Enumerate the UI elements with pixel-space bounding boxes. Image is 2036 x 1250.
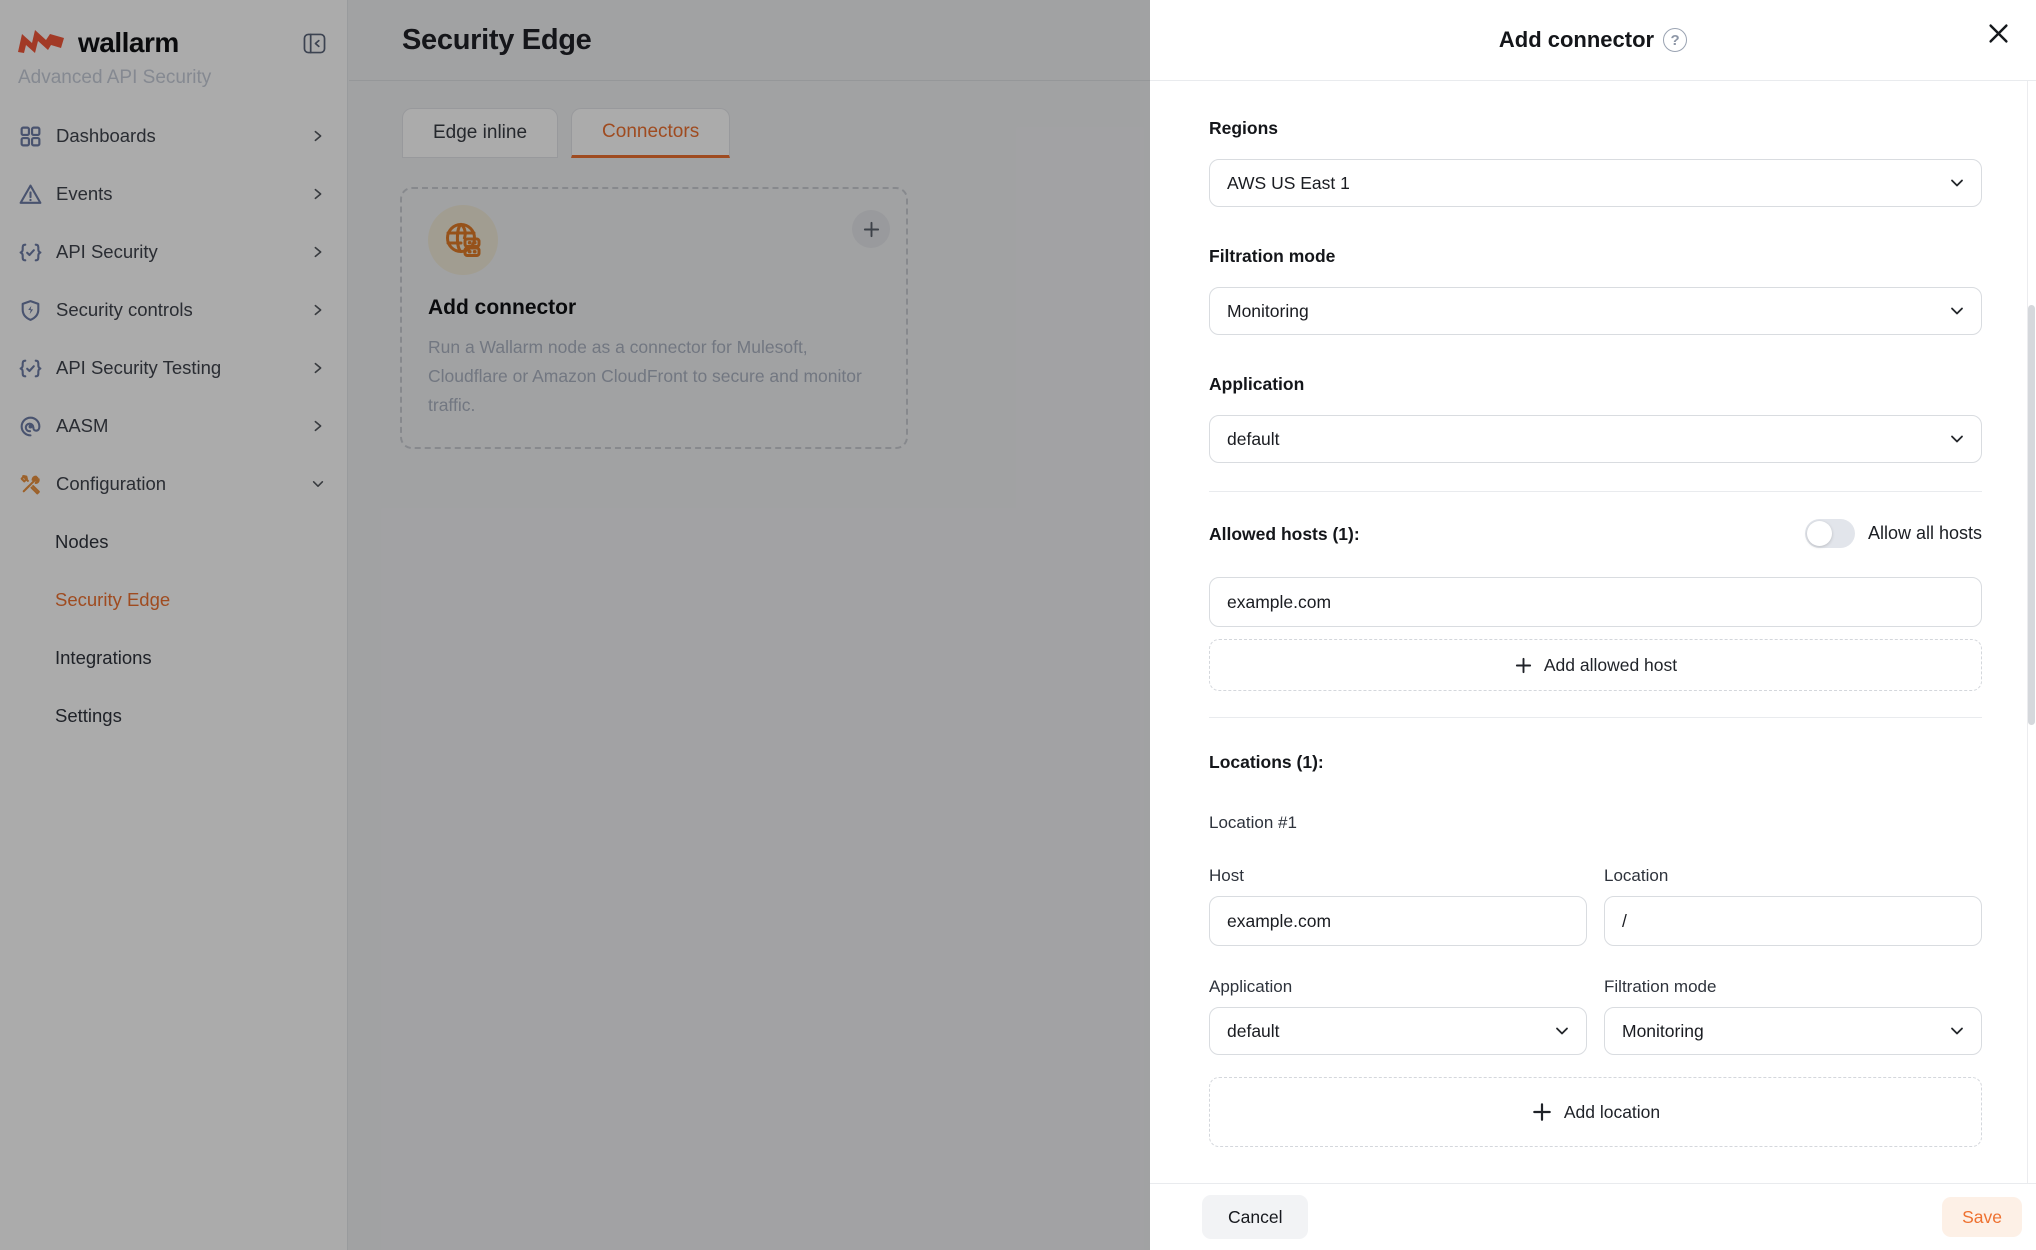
add-allowed-host-label: Add allowed host	[1543, 654, 1678, 675]
panel-header	[1150, 0, 2036, 81]
chevron-down-icon	[1554, 1023, 1570, 1039]
add-connector-panel	[1150, 0, 2036, 1250]
sidebar-item-label: Configuration	[56, 473, 167, 494]
location-filtration-label: Filtration mode	[1604, 977, 1717, 996]
sidebar-item-nodes[interactable]: Nodes	[55, 531, 109, 552]
allow-all-hosts-label: Allow all hosts	[1867, 523, 1982, 543]
regions-select[interactable]	[1209, 159, 1982, 207]
section-divider	[1209, 717, 1982, 718]
chevron-down-icon	[1949, 303, 1965, 319]
locations-label: Locations (1):	[1209, 752, 1324, 772]
add-location-button[interactable]	[1209, 1077, 1982, 1147]
allow-all-hosts-toggle[interactable]	[1805, 519, 1855, 548]
cancel-button[interactable]: Cancel	[1202, 1195, 1308, 1239]
location-input[interactable]	[1622, 911, 1964, 932]
tab-edge-inline[interactable]: Edge inline	[402, 108, 558, 158]
plus-icon	[1514, 656, 1533, 675]
add-location-label: Add location	[1563, 1101, 1661, 1122]
location-input-wrap	[1604, 896, 1982, 946]
sidebar-item-settings[interactable]: Settings	[55, 705, 122, 726]
host-input-wrap	[1209, 896, 1587, 946]
brand-subtitle: Advanced API Security	[18, 67, 212, 88]
sidebar-item-label: Events	[56, 183, 113, 204]
regions-value: AWS US East 1	[1227, 172, 1350, 193]
sidebar-item-label: Dashboards	[56, 125, 156, 146]
host-location-inputs	[1209, 896, 1982, 946]
allowed-hosts-label: Allowed hosts (1):	[1209, 523, 1360, 544]
location-application-value: default	[1227, 1020, 1280, 1041]
sidebar-item-integrations[interactable]: Integrations	[55, 647, 152, 668]
panel-body	[1150, 81, 2036, 1183]
application-label: Application	[1209, 374, 1305, 394]
filtration-mode-label: Filtration mode	[1209, 246, 1336, 266]
host-input[interactable]	[1227, 911, 1569, 932]
panel-footer	[1150, 1183, 2036, 1250]
save-button[interactable]: Save	[1942, 1197, 2022, 1237]
plus-icon	[1531, 1101, 1553, 1123]
application-value: default	[1227, 428, 1280, 449]
sidebar-item-label: AASM	[56, 415, 109, 436]
chevron-down-icon	[1949, 431, 1965, 447]
host-label: Host	[1209, 866, 1244, 885]
location-label: Location	[1604, 866, 1669, 885]
chevron-down-icon	[1949, 1023, 1965, 1039]
location-application-label: Application	[1209, 977, 1293, 996]
toggle-knob	[1807, 521, 1832, 546]
panel-title: Add connector	[1498, 27, 1655, 52]
help-icon[interactable]: ?	[1663, 28, 1687, 52]
sidebar-item-label: Security controls	[56, 299, 193, 320]
location-application-select[interactable]	[1209, 1007, 1587, 1055]
card-description: Run a Wallarm node as a connector for Mulesoft, Cloudflare or Amazon CloudFront to secure and monitor traffic.	[428, 337, 862, 415]
filtration-mode-value: Monitoring	[1227, 300, 1309, 321]
allowed-host-input[interactable]	[1227, 592, 1964, 613]
section-divider	[1209, 491, 1982, 492]
sidebar-item-security-edge[interactable]: Security Edge	[55, 589, 171, 610]
application-select[interactable]	[1209, 415, 1982, 463]
host-location-labels	[1209, 865, 1982, 887]
allowed-hosts-row	[1209, 519, 1982, 548]
chevron-down-icon	[1949, 175, 1965, 191]
page-title: Security Edge	[402, 23, 592, 56]
card-title: Add connector	[428, 296, 577, 319]
scrollbar-thumb[interactable]	[2028, 305, 2035, 725]
location-filtration-select[interactable]	[1604, 1007, 1982, 1055]
allowed-host-input-wrap	[1209, 577, 1982, 627]
app-filtration-selects	[1209, 1007, 1982, 1055]
sidebar-item-label: API Security Testing	[56, 357, 222, 378]
brand-name: wallarm	[78, 27, 179, 58]
filtration-mode-select[interactable]	[1209, 287, 1982, 335]
tab-connectors[interactable]: Connectors	[571, 108, 730, 158]
regions-label: Regions	[1209, 118, 1279, 138]
location-filtration-value: Monitoring	[1622, 1020, 1704, 1041]
add-allowed-host-button[interactable]	[1209, 639, 1982, 691]
sidebar-item-label: API Security	[56, 241, 158, 262]
app-filtration-labels	[1209, 976, 1982, 998]
allow-all-hosts-row	[1805, 519, 1982, 548]
location-item-label: Location #1	[1209, 813, 1297, 832]
close-icon[interactable]	[1985, 20, 2012, 47]
